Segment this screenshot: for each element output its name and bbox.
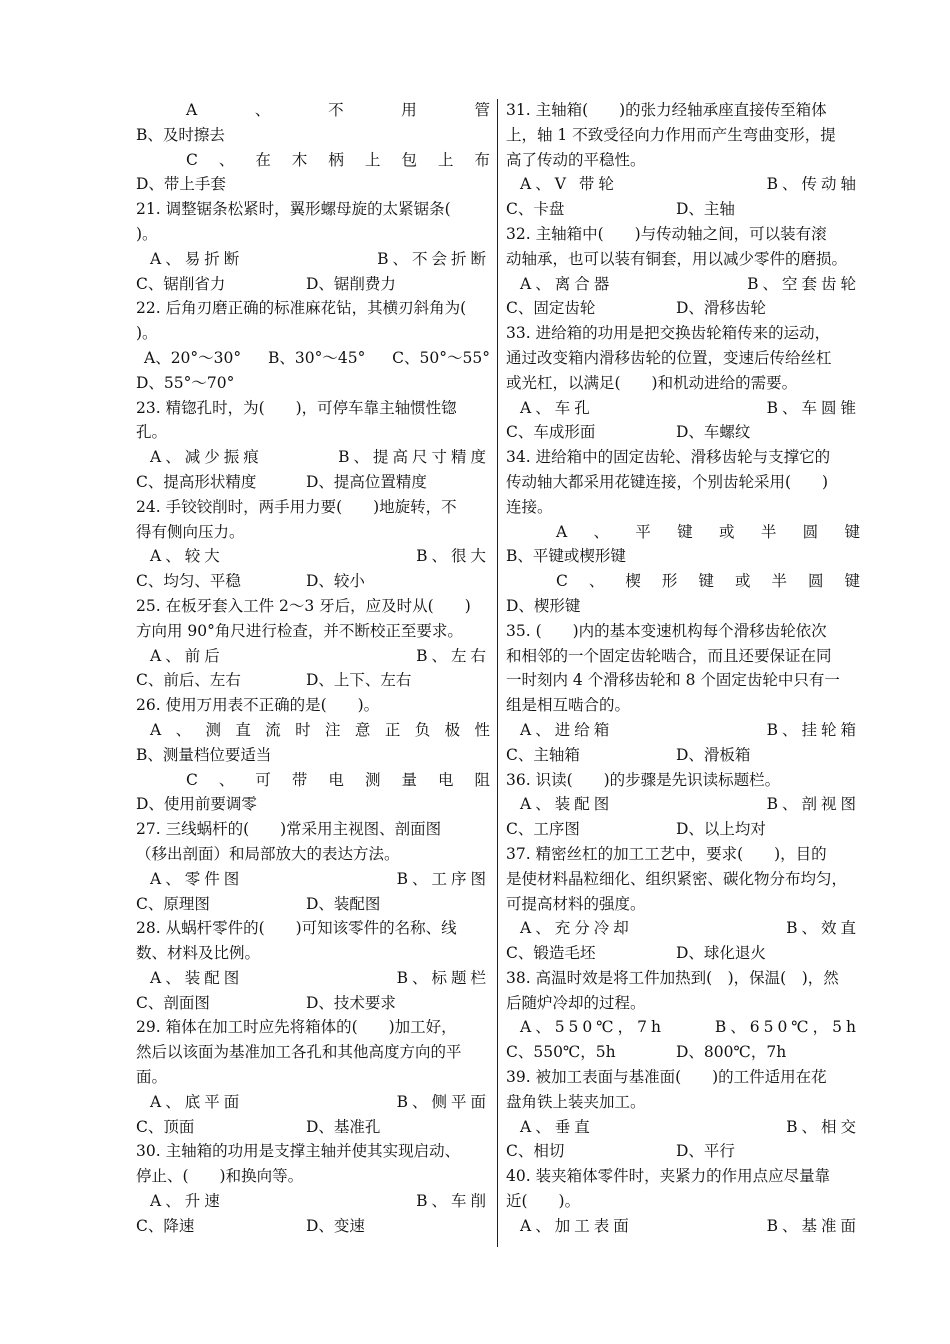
option-d: D、车螺纹 xyxy=(676,423,751,442)
option-a: A、零件图 xyxy=(150,869,244,888)
option-a: A、前后 xyxy=(150,646,224,665)
option-d: D、提高位置精度 xyxy=(306,472,427,491)
text-line: （移出剖面）和局部放大的表达方法。 xyxy=(136,844,400,863)
option-c: C、固定齿轮 xyxy=(506,299,596,318)
option-c: C、相切 xyxy=(506,1142,565,1161)
option-pair xyxy=(136,247,490,272)
option-pair xyxy=(506,1214,860,1239)
option-b: B、不会折断 xyxy=(377,249,490,268)
text-line: 32. 主轴箱中( )与传动轴之间，可以装有滚 xyxy=(506,224,827,243)
option-c: C、卡盘 xyxy=(506,200,565,219)
option-a: A、减少振痕 xyxy=(150,448,263,467)
option-c: C、550℃，5h xyxy=(506,1043,616,1062)
option-pair xyxy=(506,1015,860,1040)
text-line: 后随炉冷却的过程。 xyxy=(506,993,646,1012)
text-line: 一时刻内 4 个滑移齿轮和 8 个固定齿轮中只有一 xyxy=(506,671,840,690)
option-a: A、较大 xyxy=(150,547,224,566)
text-line: )。 xyxy=(136,324,158,343)
option-b: B、侧平面 xyxy=(396,1092,490,1111)
option-d: D、变速 xyxy=(306,1216,365,1235)
option-c: C、提高形状精度 xyxy=(136,472,257,491)
option-pair xyxy=(506,197,860,222)
option-pair xyxy=(506,272,860,297)
option-pair xyxy=(136,1189,490,1214)
option-pair xyxy=(136,569,490,594)
text-line: 35. ( )内的基本变速机构每个滑移齿轮依次 xyxy=(506,621,827,640)
text-line: 36. 识读( )的步骤是先识读标题栏。 xyxy=(506,770,781,789)
text-line: 停止、( )和换向等。 xyxy=(136,1167,304,1186)
option-b: B、效直 xyxy=(786,919,860,938)
option-b: B、提高尺寸精度 xyxy=(338,448,490,467)
text-line: 传动轴大都采用花键连接，个别齿轮采用( ) xyxy=(506,472,829,491)
text-line: 得有侧向压力。 xyxy=(136,522,245,541)
text-line: 连接。 xyxy=(506,497,553,516)
option-c: C、前后、左右 xyxy=(136,671,241,690)
option-pair xyxy=(136,1090,490,1115)
text-line: D、55°～70° xyxy=(136,373,235,392)
text-line: 数、材料及比例。 xyxy=(136,944,261,963)
text-line: 是使材料晶粒细化、组织紧密、碳化物分布均匀， xyxy=(506,869,848,888)
option-d: D、技术要求 xyxy=(306,993,396,1012)
option-b: B、剖视图 xyxy=(766,795,860,814)
option-c: C、顶面 xyxy=(136,1117,195,1136)
option-pair xyxy=(136,470,490,495)
option-c: C、车成形面 xyxy=(506,423,596,442)
option-pair xyxy=(136,272,490,297)
option-pair xyxy=(136,892,490,917)
text-line: 25. 在板牙套入工件 2～3 牙后，应及时从( ) xyxy=(136,596,471,615)
option-a: A、底平面 xyxy=(150,1092,244,1111)
option-d: D、上下、左右 xyxy=(306,671,412,690)
option-b: B、工序图 xyxy=(396,869,490,888)
option-pair xyxy=(506,172,860,197)
option-c: C、50°～55° xyxy=(392,348,490,367)
text-line: 26. 使用万用表不正确的是( )。 xyxy=(136,696,380,715)
text-line: 或光杠，以满足( )和机动进给的需要。 xyxy=(506,373,798,392)
option-d: D、平行 xyxy=(676,1142,735,1161)
option-b: B、车圆锥 xyxy=(766,398,860,417)
option-pair xyxy=(136,544,490,569)
text-line: B、及时擦去 xyxy=(136,125,225,144)
option-c: C、工序图 xyxy=(506,820,580,839)
option-line: A 、 测 直 流 时 注 意 正 负 极 性 xyxy=(150,720,490,739)
option-b: B、左右 xyxy=(416,646,490,665)
option-c: C、剖面图 xyxy=(136,993,210,1012)
option-pair xyxy=(506,1115,860,1140)
option-pair xyxy=(136,644,490,669)
text-line: 方向用 90°角尺进行检查，并不断校正至要求。 xyxy=(136,621,463,640)
option-a: A、垂直 xyxy=(520,1117,594,1136)
option-pair xyxy=(506,792,860,817)
text-line: )。 xyxy=(136,224,158,243)
option-a: A、升速 xyxy=(150,1192,224,1211)
option-a: A、V 带轮 xyxy=(520,175,618,194)
option-d: D、较小 xyxy=(306,572,365,591)
option-d: D、锯削费力 xyxy=(306,274,396,293)
text-line: 23. 精锪孔时，为( )，可停车靠主轴惯性锪 xyxy=(136,398,457,417)
option-pair xyxy=(506,718,860,743)
text-line: D、楔形键 xyxy=(506,596,581,615)
option-pair xyxy=(506,1040,860,1065)
option-b: B、标题栏 xyxy=(396,968,490,987)
option-row xyxy=(136,346,490,371)
option-b: B、车削 xyxy=(416,1192,490,1211)
text-line: 33. 进给箱的功用是把交换齿轮箱传来的运动， xyxy=(506,324,831,343)
text-line: B、测量档位要适当 xyxy=(136,745,272,764)
option-pair xyxy=(506,1139,860,1164)
option-b: B、相交 xyxy=(786,1117,860,1136)
option-pair xyxy=(506,817,860,842)
text-line: 面。 xyxy=(136,1068,168,1087)
option-b: B、传动轴 xyxy=(766,175,860,194)
option-a: A、20°～30° xyxy=(144,348,242,367)
option-pair xyxy=(506,296,860,321)
option-c: C、锻造毛坯 xyxy=(506,944,596,963)
text-line: 24. 手铰铰削时，两手用力要( )地旋转，不 xyxy=(136,497,457,516)
text-line: 21. 调整锯条松紧时，翼形螺母旋的太紧锯条( xyxy=(136,200,451,219)
option-b: B、很大 xyxy=(416,547,490,566)
option-pair xyxy=(136,445,490,470)
text-line: 可提高材料的强度。 xyxy=(506,894,646,913)
option-d: D、装配图 xyxy=(306,894,381,913)
text-line: 然后以该面为基准加工各孔和其他高度方向的平 xyxy=(136,1043,462,1062)
text-line: 39. 被加工表面与基准面( )的工件适用在花 xyxy=(506,1068,827,1087)
option-pair xyxy=(506,916,860,941)
text-line: 38. 高温时效是将工件加热到( )，保温( )，然 xyxy=(506,968,839,987)
option-d: D、以上均对 xyxy=(676,820,766,839)
option-pair xyxy=(506,396,860,421)
text-line: 高了传动的平稳性。 xyxy=(506,150,646,169)
option-d: D、800℃，7h xyxy=(676,1043,787,1062)
option-pair xyxy=(136,991,490,1016)
option-pair xyxy=(506,941,860,966)
option-d: D、球化退火 xyxy=(676,944,766,963)
option-a: A、车孔 xyxy=(520,398,594,417)
text-line: 31. 主轴箱( )的张力经轴承座直接传至箱体 xyxy=(506,101,827,119)
option-line: C 、 可 带 电 测 量 电 阻 xyxy=(186,770,490,789)
text-line: B、平键或楔形键 xyxy=(506,547,626,566)
option-line: A 、 平 键 或 半 圆 键 xyxy=(556,522,860,541)
right-column xyxy=(506,98,860,1239)
option-a: A、装配图 xyxy=(520,795,614,814)
option-b: B、基准面 xyxy=(766,1216,860,1235)
option-a: A、易折断 xyxy=(150,249,244,268)
option-c: C、均匀、平稳 xyxy=(136,572,241,591)
text-line: 动轴承，也可以装有铜套，用以减少零件的磨损。 xyxy=(506,249,848,268)
option-d: D、主轴 xyxy=(676,200,735,219)
option-pair xyxy=(506,420,860,445)
column-divider xyxy=(497,99,498,1247)
option-pair xyxy=(136,867,490,892)
text-line: 34. 进给箱中的固定齿轮、滑移齿轮与支撑它的 xyxy=(506,448,831,467)
option-line: C 、 在 木 柄 上 包 上 布 xyxy=(186,150,490,169)
text-line: 28. 从蜗杆零件的( )可知该零件的名称、线 xyxy=(136,919,457,938)
option-b: B、30°～45° xyxy=(267,348,366,367)
option-a: A、充分冷却 xyxy=(520,919,633,938)
text-line: 30. 主轴箱的功用是支撑主轴并使其实现启动、 xyxy=(136,1142,461,1161)
option-b: B、空套齿轮 xyxy=(747,274,860,293)
text-line: D、使用前要调零 xyxy=(136,795,257,814)
text-line: 22. 后角刃磨正确的标准麻花钻，其横刃斜角为( xyxy=(136,299,467,318)
option-pair xyxy=(136,668,490,693)
option-line: C 、 楔 形 键 或 半 圆 键 xyxy=(556,572,860,591)
option-pair xyxy=(136,1115,490,1140)
option-c: C、原理图 xyxy=(136,894,210,913)
option-a: A、装配图 xyxy=(150,968,244,987)
text-line: 40. 装夹箱体零件时，夹紧力的作用点应尽量靠 xyxy=(506,1167,831,1186)
option-pair xyxy=(136,1214,490,1239)
option-d: D、滑移齿轮 xyxy=(676,299,766,318)
option-c: C、主轴箱 xyxy=(506,745,580,764)
text-line: 27. 三线蜗杆的( )常采用主视图、剖面图 xyxy=(136,820,442,839)
text-line: 上，轴 1 不致受径向力作用而产生弯曲变形，提 xyxy=(506,125,836,144)
option-pair xyxy=(506,743,860,768)
text-line: 和相邻的一个固定齿轮啮合，而且还要保证在同 xyxy=(506,646,832,665)
text-line: 组是相互啮合的。 xyxy=(506,696,631,715)
option-a: A、550℃，7h xyxy=(520,1018,665,1037)
option-b: B、650℃，5h xyxy=(714,1018,860,1037)
text-line: 通过改变箱内滑移齿轮的位置，变速后传给丝杠 xyxy=(506,348,832,367)
option-a: A、加工表面 xyxy=(520,1216,633,1235)
option-c: C、降速 xyxy=(136,1216,195,1235)
option-pair xyxy=(136,966,490,991)
option-line: A 、 不 用 管 xyxy=(186,101,490,119)
text-line: 29. 箱体在加工时应先将箱体的( )加工好， xyxy=(136,1018,457,1037)
option-c: C、锯削省力 xyxy=(136,274,226,293)
option-a: A、离合器 xyxy=(520,274,614,293)
text-line: 37. 精密丝杠的加工工艺中，要求( )，目的 xyxy=(506,844,827,863)
text-line: 孔。 xyxy=(136,423,168,442)
option-d: D、基准孔 xyxy=(306,1117,381,1136)
option-d: D、滑板箱 xyxy=(676,745,751,764)
option-b: B、挂轮箱 xyxy=(766,720,860,739)
text-line: 盘角铁上装夹加工。 xyxy=(506,1092,646,1111)
option-a: A、进给箱 xyxy=(520,720,614,739)
text-line: D、带上手套 xyxy=(136,175,226,194)
left-column xyxy=(136,98,490,1239)
text-line: 近( )。 xyxy=(506,1192,581,1211)
